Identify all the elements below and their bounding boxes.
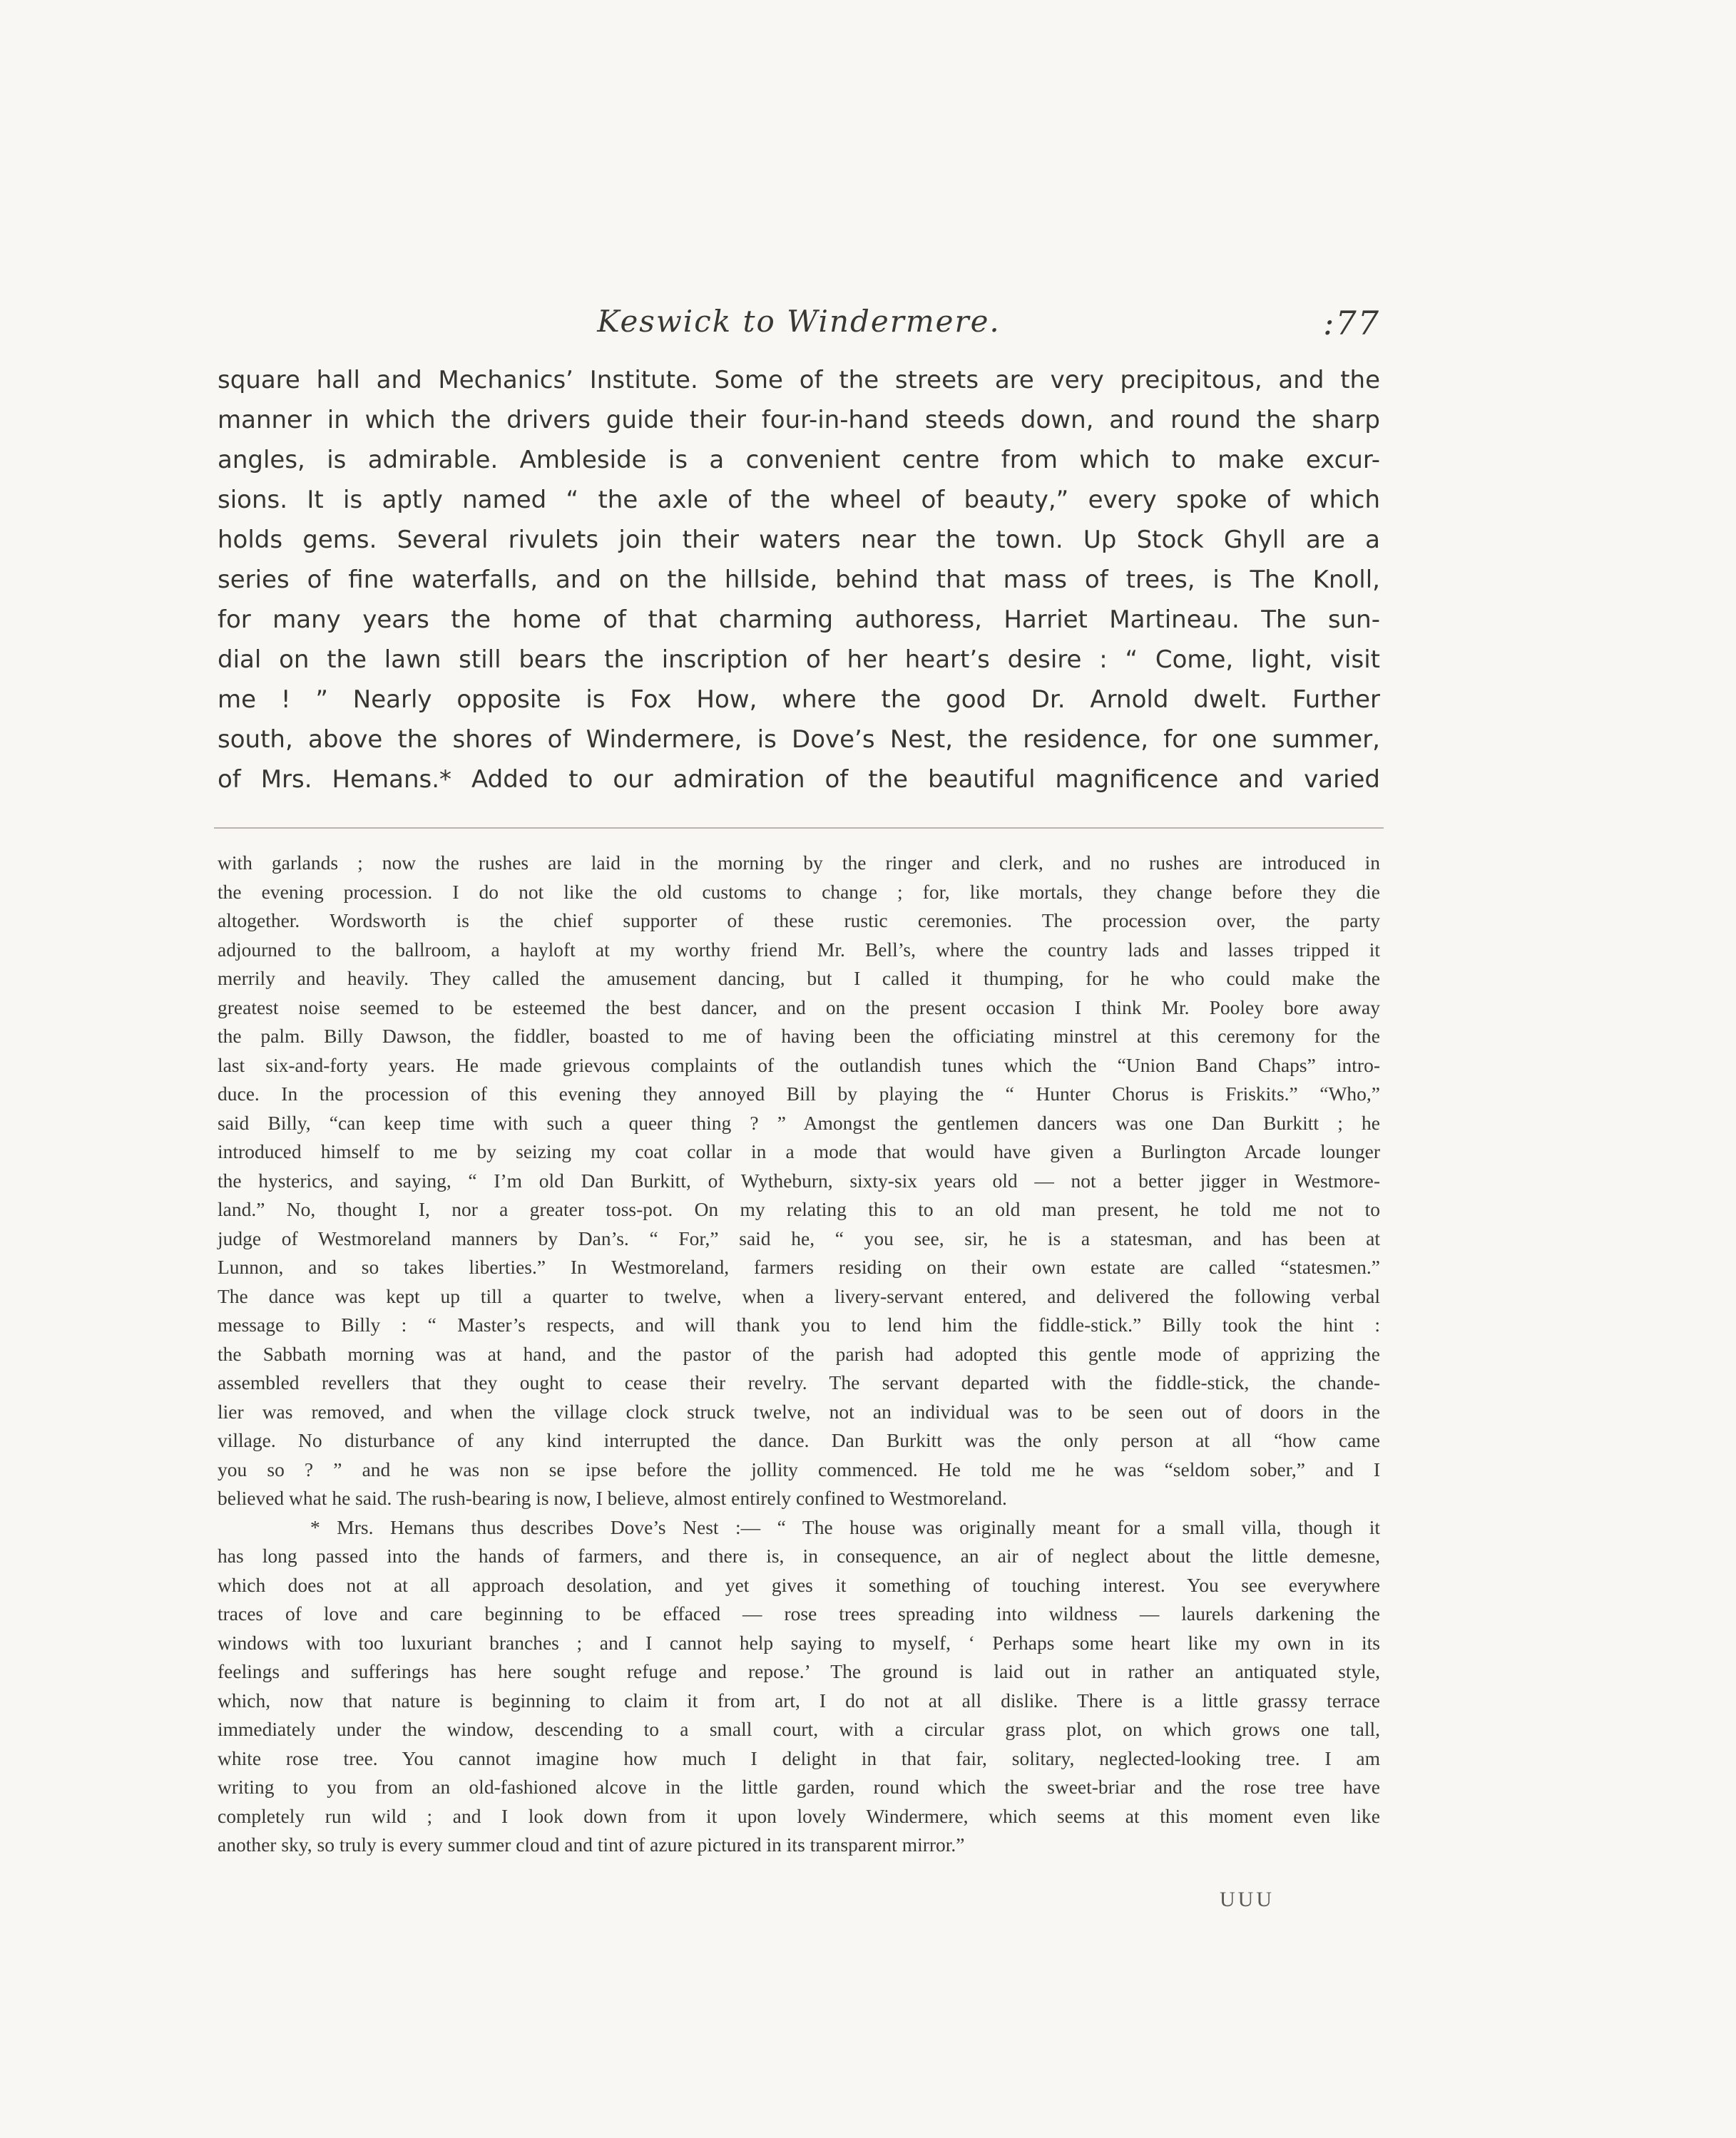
signature-mark: UUU	[1220, 1888, 1275, 1911]
footnote-line: you so ? ” and he was non se ipse before the jollity commenced. He told me he was “seldom sober,” and I	[218, 1458, 1380, 1480]
body-line: me ! ” Nearly opposite is Fox How, where the good Dr. Arnold dwelt. Further	[218, 685, 1380, 714]
body-line: for many years the home of that charming authoress, Harriet Martineau. The sun-	[218, 605, 1380, 634]
body-line: square hall and Mechanics’ Institute. Some of the streets are very precipitous, and the	[218, 366, 1380, 394]
footnote-line: adjourned to the ballroom, a hayloft at my worthy friend Mr. Bell’s, where the country lads and lasses tripped it	[218, 938, 1380, 961]
footnote-line: has long passed into the hands of farmers, and there is, in consequence, an air of neglect about the little demesne,	[218, 1545, 1380, 1567]
footnote-line: duce. In the procession of this evening they annoyed Bill by playing the “ Hunter Chorus is Friskits.” “Who,”	[218, 1083, 1380, 1105]
footnote-line: land.” No, thought I, nor a greater toss-pot. On my relating this to an old man present, he told me not to	[218, 1198, 1380, 1220]
footnote-line: said Billy, “can keep time with such a queer thing ? ” Amongst the gentlemen dancers was one Dan Burkitt ; he	[218, 1111, 1380, 1134]
footnote-line: another sky, so truly is every summer cloud and tint of azure pictured in its transparent mirror.”	[218, 1833, 965, 1856]
body-line: holds gems. Several rivulets join their waters near the town. Up Stock Ghyll are a	[218, 526, 1380, 554]
body-line: dial on the lawn still bears the inscription of her heart’s desire : “ Come, light, visit	[218, 645, 1380, 674]
footnote-line: The dance was kept up till a quarter to twelve, when a livery-servant entered, and delivered the following verbal	[218, 1284, 1380, 1307]
footnote-line: the palm. Billy Dawson, the fiddler, boasted to me of having been the officiating minstrel at this ceremony for the	[218, 1025, 1380, 1047]
footnote-line: which does not at all approach desolation, and yet gives it something of touching interest. You see everywhere	[218, 1573, 1380, 1596]
footnote-line: lier was removed, and when the village clock struck twelve, not an individual was to be seen out of doors in the	[218, 1400, 1380, 1423]
footnote-line: the evening procession. I do not like the old customs to change ; for, like mortals, they change before they die	[218, 880, 1380, 903]
footnote-line: feelings and sufferings has here sought refuge and repose.’ The ground is laid out in rather an antiquated style,	[218, 1660, 1380, 1682]
footnotes	[218, 849, 1380, 1860]
footnote-line: introduced himself to me by seizing my coat collar in a mode that would have given a Burlington Arcade lounger	[218, 1140, 1380, 1162]
body-line: sions. It is aptly named “ the axle of the wheel of beauty,” every spoke of which	[218, 486, 1380, 514]
footnote-line: last six-and-forty years. He made grievous complaints of the outlandish tunes which the “Union Band Chaps” intro-	[218, 1053, 1380, 1076]
footnote-line: which, now that nature is beginning to claim it from art, I do not at all dislike. There is a little grassy terrace	[218, 1689, 1380, 1712]
footnote-line: completely run wild ; and I look down from it upon lovely Windermere, which seems at this moment even like	[218, 1804, 1380, 1827]
body-line: angles, is admirable. Ambleside is a convenient centre from which to make excur-	[218, 446, 1380, 474]
footnote-line: merrily and heavily. They called the amusement dancing, but I called it thumping, for he who could make the	[218, 967, 1380, 989]
body-line: of Mrs. Hemans.* Added to our admiration of the beautiful magnificence and varied	[218, 765, 1380, 794]
footnote-line: the Sabbath morning was at hand, and the pastor of the parish had adopted this gentle mode of apprizing the	[218, 1342, 1380, 1365]
footnote-line: traces of love and care beginning to be effaced — rose trees spreading into wildness — laurels darkening the	[218, 1602, 1380, 1625]
body-line: series of fine waterfalls, and on the hillside, behind that mass of trees, is The Knoll,	[218, 566, 1380, 594]
footnote-line: village. No disturbance of any kind interrupted the dance. Dan Burkitt was the only person at all “how came	[218, 1429, 1380, 1451]
footnote-line: altogether. Wordsworth is the chief supporter of these rustic ceremonies. The procession over, the party	[218, 909, 1380, 931]
footnote-line: believed what he said. The rush-bearing is now, I believe, almost entirely confined to Westmoreland.	[218, 1487, 1007, 1509]
footnote-line: white rose tree. You cannot imagine how much I delight in that fair, solitary, neglected-looking tree. I am	[218, 1746, 1380, 1769]
body-line: manner in which the drivers guide their four-in-hand steeds down, and round the sharp	[218, 406, 1380, 434]
body-line: south, above the shores of Windermere, is Dove’s Nest, the residence, for one summer,	[218, 725, 1380, 754]
footnote-line: assembled revellers that they ought to cease their revelry. The servant departed with the fiddle-stick, the chande-	[218, 1371, 1380, 1393]
footnote-line: writing to you from an old-fashioned alcove in the little garden, round which the sweet-briar and the rose tree have	[218, 1776, 1380, 1798]
page-header	[218, 298, 1380, 348]
footnote-line: the hysterics, and saying, “ I’m old Dan Burkitt, of Wytheburn, sixty-six years old — not a better jigger in Westmore-	[218, 1169, 1380, 1192]
footnote-line: greatest noise seemed to be esteemed the best dancer, and on the present occasion I think Mr. Pooley bore away	[218, 996, 1380, 1018]
footnote-line: with garlands ; now the rushes are laid in the morning by the ringer and clerk, and no rushes are introduced in	[218, 851, 1380, 874]
footnote-line: * Mrs. Hemans thus describes Dove’s Nest :— “ The house was originally meant for a small villa, though it	[310, 1515, 1380, 1538]
footnote-line: windows with too luxuriant branches ; and I cannot help saying to myself, ‘ Perhaps some heart like my own in its	[218, 1631, 1380, 1654]
page-number: :77	[1322, 304, 1380, 342]
running-title: Keswick to Windermere.	[597, 304, 1001, 339]
footnote-line: judge of Westmoreland manners by Dan’s. “ For,” said he, “ you see, sir, he is a statesman, and has been at	[218, 1227, 1380, 1249]
footnote-line: immediately under the window, descending to a small court, with a circular grass plot, on which grows one tall,	[218, 1718, 1380, 1740]
footnote-line: message to Billy : “ Master’s respects, and will thank you to lend him the fiddle-stick.” Billy took the hint :	[218, 1314, 1380, 1336]
main-body-text	[218, 360, 1380, 799]
footnote-divider	[214, 827, 1384, 829]
footnote-line: Lunnon, and so takes liberties.” In Westmoreland, farmers residing on their own estate are called “statesmen.”	[218, 1256, 1380, 1278]
